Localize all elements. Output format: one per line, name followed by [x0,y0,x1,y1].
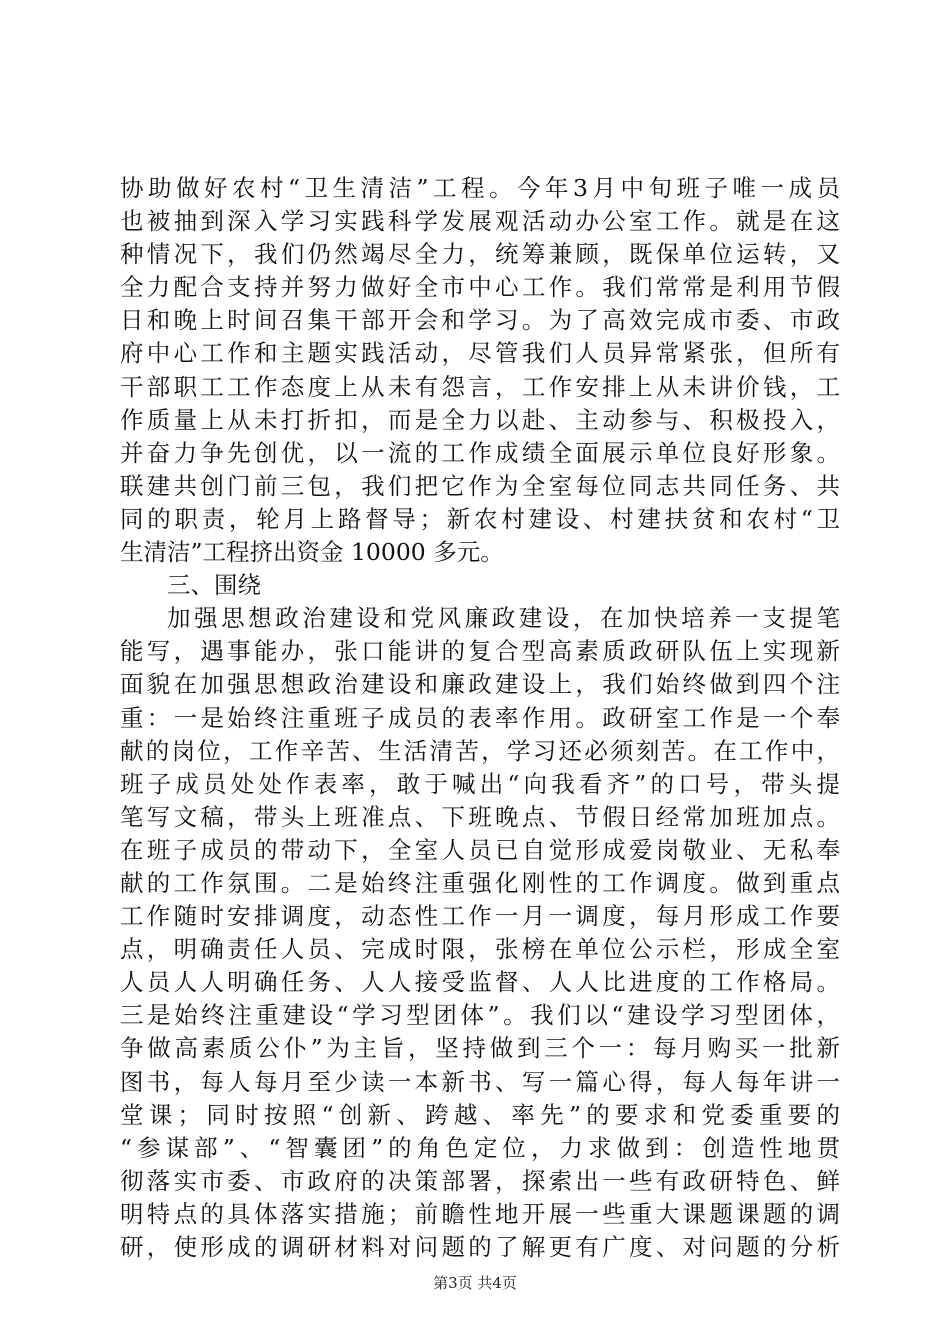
text-line: 人员人人明确任务、人人接受监督、人人比进度的工作格局。 [120,968,840,997]
text-line: 种情况下，我们仍然竭尽全力，统筹兼顾，既保单位运转，又 [120,240,840,269]
text-line: 争做高素质公仆”为主旨，坚持做到三个一：每月购买一批新 [120,1034,840,1063]
text-line: 全力配合支持并努力做好全市中心工作。我们常常是利用节假 [120,273,840,302]
text-line: 能写，遇事能办，张口能讲的复合型高素质政研队伍上实现新 [120,637,840,666]
text-line: 研，使形成的调研材料对问题的了解更有广度、对问题的分析 [120,1233,840,1261]
paragraph-first-line: 三、围绕 [167,571,261,600]
text-line: 也被抽到深入学习实践科学发展观活动办公室工作。就是在这 [120,207,840,236]
text-line: 联建共创门前三包，我们把它作为全室每位同志共同任务、共 [120,471,840,500]
text-line: 同的职责，轮月上路督导；新农村建设、村建扶贫和农村“卫 [120,504,840,533]
text-line: “参谋部”、“智囊团”的角色定位，力求做到：创造性地贯 [120,1133,840,1162]
text-line: 府中心工作和主题实践活动，尽管我们人员异常紧张，但所有 [120,339,840,368]
text-line: 重：一是始终注重班子成员的表率作用。政研室工作是一个奉 [120,703,840,732]
text-line: 生清洁”工程挤出资金 10000 多元。 [120,538,504,567]
text-line: 作质量上从未打折扣，而是全力以赴、主动参与、积极投入， [120,405,840,434]
text-line: 干部职工工作态度上从未有怨言，工作安排上从未讲价钱，工 [120,372,840,401]
text-line: 工作随时安排调度，动态性工作一月一调度，每月形成工作要 [120,902,840,931]
text-line: 班子成员处处作表率，敢于喊出“向我看齐”的口号，带头提 [120,769,840,798]
text-line: 点，明确责任人员、完成时限，张榜在单位公示栏，形成全室 [120,935,840,964]
text-line: 三是始终注重建设“学习型团体”。我们以“建设学习型团体， [120,1001,840,1030]
text-line: 面貌在加强思想政治建设和廉政建设上，我们始终做到四个注 [120,670,840,699]
text-line: 献的岗位，工作辛苦、生活清苦，学习还必须刻苦。在工作中， [120,736,840,765]
text-line: 堂课；同时按照“创新、跨越、率先”的要求和党委重要的 [120,1100,840,1129]
text-line: 笔写文稿，带头上班准点、下班晚点、节假日经常加班加点。 [120,802,840,831]
text-line: 图书，每人每月至少读一本新书、写一篇心得，每人每年讲一 [120,1067,840,1096]
text-line: 并奋力争先创优，以一流的工作成绩全面展示单位良好形象。 [120,438,840,467]
text-line: 彻落实市委、市政府的决策部署，探索出一些有政研特色、鲜 [120,1166,840,1195]
paragraph-first-line: 加强思想政治建设和党风廉政建设，在加快培养一支提笔 [167,604,840,633]
text-line: 协助做好农村“卫生清洁”工程。今年3月中旬班子唯一成员 [120,174,840,202]
text-line: 日和晚上时间召集干部开会和学习。为了高效完成市委、市政 [120,306,840,335]
text-line: 在班子成员的带动下，全室人员已自觉形成爱岗敬业、无私奉 [120,835,840,864]
body-text [120,172,840,1264]
text-line: 献的工作氛围。二是始终注重强化刚性的工作调度。做到重点 [120,868,840,897]
page-footer: 第3页 共4页 [433,1274,517,1292]
text-line: 明特点的具体落实措施；前瞻性地开展一些重大课题课题的调 [120,1199,840,1228]
